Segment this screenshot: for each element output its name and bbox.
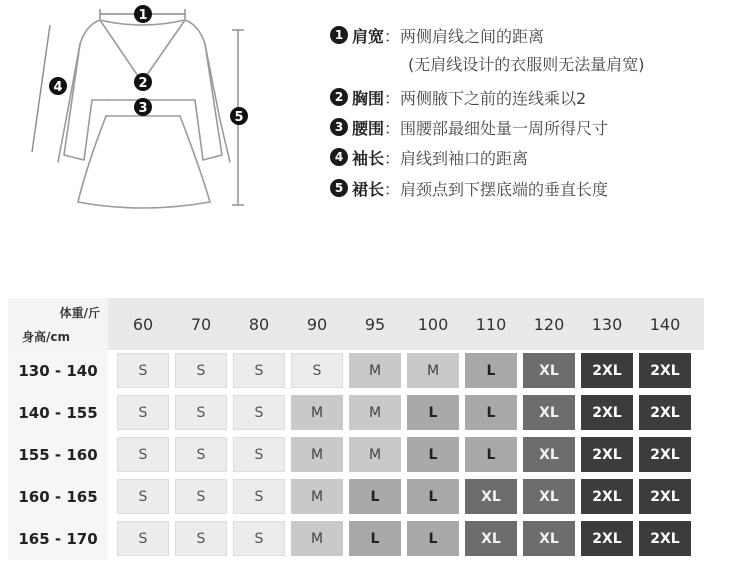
size-cell: 2XL xyxy=(639,353,691,388)
size-cell: 2XL xyxy=(581,479,633,514)
size-cell: S xyxy=(117,353,169,388)
size-cell: L xyxy=(465,395,517,430)
size-cell: S xyxy=(233,479,285,514)
height-row-header: 165 - 170 xyxy=(18,530,98,548)
size-cell: M xyxy=(291,479,343,514)
size-cell: S xyxy=(175,395,227,430)
size-cell: L xyxy=(407,479,459,514)
size-chart-table xyxy=(8,298,704,560)
legend-item-bust xyxy=(330,84,586,110)
legend-separator: ： xyxy=(384,88,401,108)
svg-text:5: 5 xyxy=(234,110,244,125)
legend-term: 肩宽 xyxy=(352,26,385,46)
size-cell: XL xyxy=(523,521,575,556)
weight-axis-label: 体重/斤 xyxy=(59,306,100,320)
weight-column-header: 110 xyxy=(475,314,507,334)
weight-column-header: 90 xyxy=(306,314,328,334)
size-cell: 2XL xyxy=(639,395,691,430)
size-cell: M xyxy=(291,437,343,472)
legend-desc: 肩线到袖口的距离 xyxy=(400,148,529,168)
dress-sketch xyxy=(0,0,300,240)
size-cell: XL xyxy=(523,479,575,514)
size-cell: XL xyxy=(465,521,517,556)
size-cell: S xyxy=(233,437,285,472)
size-cell: S xyxy=(117,395,169,430)
legend-term: 腰围 xyxy=(352,118,385,138)
size-cell: M xyxy=(291,395,343,430)
legend-separator: ： xyxy=(384,148,401,168)
legend-item-shoulder xyxy=(330,22,544,48)
legend-term: 胸围 xyxy=(352,88,385,108)
table-corner-header xyxy=(8,298,108,350)
svg-text:2: 2 xyxy=(138,76,148,91)
size-cell: S xyxy=(175,479,227,514)
weight-column-header: 80 xyxy=(248,314,270,334)
size-cell: L xyxy=(349,521,401,556)
size-cell: 2XL xyxy=(639,437,691,472)
legend-item-sleeve xyxy=(330,144,528,170)
size-cell: S xyxy=(233,353,285,388)
size-cell: 2XL xyxy=(581,437,633,472)
size-cell: M xyxy=(291,521,343,556)
legend-item-dress-length xyxy=(330,175,608,201)
size-cell: XL xyxy=(523,353,575,388)
size-cell: L xyxy=(407,395,459,430)
weight-column-header: 60 xyxy=(132,314,154,334)
size-cell: S xyxy=(175,353,227,388)
size-cell: M xyxy=(349,437,401,472)
size-cell: S xyxy=(117,437,169,472)
svg-text:3: 3 xyxy=(138,101,148,116)
height-axis-label: 身高/cm xyxy=(22,330,71,344)
size-cell: M xyxy=(349,395,401,430)
height-row-header: 155 - 160 xyxy=(18,446,98,464)
weight-column-header: 140 xyxy=(649,314,681,334)
size-cell: 2XL xyxy=(639,521,691,556)
size-cell: XL xyxy=(523,395,575,430)
size-cell: L xyxy=(407,437,459,472)
legend-separator: ： xyxy=(384,26,401,46)
legend-separator: ： xyxy=(384,118,401,138)
legend-item-waist xyxy=(330,114,608,140)
legend-desc: 围腰部最细处量一周所得尺寸 xyxy=(400,118,609,138)
size-cell: S xyxy=(175,521,227,556)
legend-note: (无肩线设计的衣服则无法量肩宽) xyxy=(408,54,645,74)
weight-column-header: 130 xyxy=(591,314,623,334)
legend-separator: ： xyxy=(384,179,401,199)
weight-column-header: 70 xyxy=(190,314,212,334)
size-cell: L xyxy=(465,437,517,472)
legend-term: 袖长 xyxy=(352,148,385,168)
size-cell: S xyxy=(175,437,227,472)
size-cell: M xyxy=(407,353,459,388)
size-cell: L xyxy=(465,353,517,388)
svg-text:4: 4 xyxy=(53,80,63,95)
legend-number-2-icon: 2 xyxy=(330,88,348,106)
legend-number-5-icon: 5 xyxy=(330,179,348,197)
legend-desc: 两侧肩线之间的距离 xyxy=(400,26,545,46)
svg-text:1: 1 xyxy=(138,8,148,23)
size-cell: S xyxy=(117,521,169,556)
weight-column-header: 95 xyxy=(364,314,386,334)
weight-column-header: 100 xyxy=(417,314,449,334)
weight-column-header: 120 xyxy=(533,314,565,334)
size-cell: 2XL xyxy=(639,479,691,514)
height-row-header: 140 - 155 xyxy=(18,404,98,422)
size-cell: S xyxy=(233,395,285,430)
legend-desc: 肩颈点到下摆底端的垂直长度 xyxy=(400,179,609,199)
size-cell: M xyxy=(349,353,401,388)
legend-desc: 两侧腋下之前的连线乘以2 xyxy=(400,88,587,108)
size-cell: S xyxy=(291,353,343,388)
legend-number-3-icon: 3 xyxy=(330,118,348,136)
legend-number-4-icon: 4 xyxy=(330,148,348,166)
size-cell: S xyxy=(233,521,285,556)
size-cell: 2XL xyxy=(581,395,633,430)
legend-term: 裙长 xyxy=(352,179,385,199)
size-cell: L xyxy=(407,521,459,556)
size-cell: L xyxy=(349,479,401,514)
size-cell: S xyxy=(117,479,169,514)
dress-outline-drawing xyxy=(0,0,300,240)
size-cell: XL xyxy=(523,437,575,472)
legend-number-1-icon: 1 xyxy=(330,26,348,44)
size-cell: 2XL xyxy=(581,353,633,388)
height-row-header: 130 - 140 xyxy=(18,362,98,380)
size-cell: XL xyxy=(465,479,517,514)
size-cell: 2XL xyxy=(581,521,633,556)
height-row-header: 160 - 165 xyxy=(18,488,98,506)
